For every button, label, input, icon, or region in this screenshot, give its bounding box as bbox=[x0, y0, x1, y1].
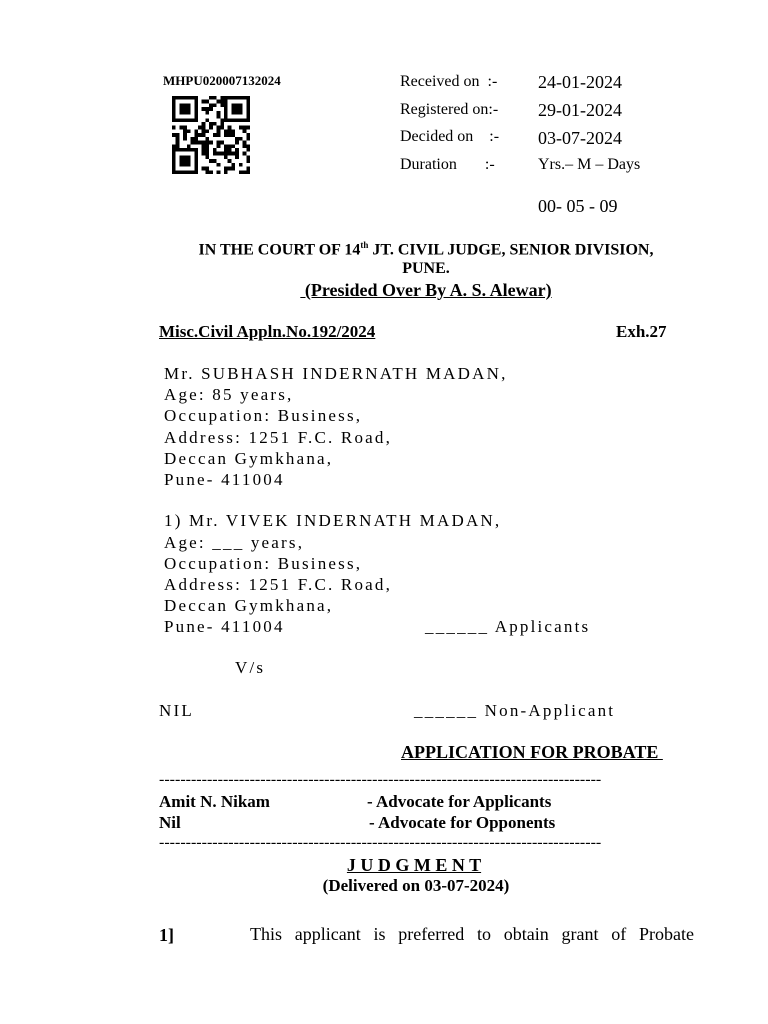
qr-module bbox=[176, 118, 180, 122]
qr-module bbox=[172, 118, 176, 122]
applicant1-city: Pune- 411004 bbox=[164, 470, 285, 489]
qr-module bbox=[246, 144, 250, 148]
qr-module bbox=[246, 100, 250, 104]
qr-module bbox=[224, 144, 228, 148]
qr-module bbox=[220, 96, 224, 100]
qr-module bbox=[172, 170, 176, 174]
qr-module bbox=[198, 126, 202, 130]
qr-module bbox=[246, 159, 250, 163]
qr-module bbox=[224, 170, 228, 174]
qr-module bbox=[246, 133, 250, 137]
qr-module bbox=[179, 170, 183, 174]
qr-module bbox=[231, 133, 235, 137]
qr-module bbox=[172, 96, 176, 100]
qr-module bbox=[191, 96, 195, 100]
qr-module bbox=[187, 144, 191, 148]
qr-module bbox=[246, 167, 250, 171]
qr-module bbox=[224, 107, 228, 111]
qr-module bbox=[235, 118, 239, 122]
qr-module bbox=[205, 137, 209, 141]
qr-module bbox=[183, 103, 187, 107]
qr-module bbox=[179, 148, 183, 152]
qr-module bbox=[220, 118, 224, 122]
qr-module bbox=[213, 133, 217, 137]
qr-module bbox=[239, 111, 243, 115]
qr-module bbox=[209, 170, 213, 174]
qr-module bbox=[235, 152, 239, 156]
qr-module bbox=[246, 107, 250, 111]
qr-module bbox=[217, 100, 221, 104]
qr-module bbox=[194, 115, 198, 119]
qr-module bbox=[213, 148, 217, 152]
qr-module bbox=[194, 148, 198, 152]
qr-module bbox=[217, 126, 221, 130]
registered-value: 29-01-2024 bbox=[538, 100, 622, 120]
qr-module bbox=[172, 144, 176, 148]
qr-module bbox=[194, 159, 198, 163]
qr-module bbox=[205, 111, 209, 115]
qr-module bbox=[243, 144, 247, 148]
qr-module bbox=[202, 100, 206, 104]
qr-module bbox=[194, 137, 198, 141]
paragraph-text: This applicant is preferred to obtain grant of Probate bbox=[250, 924, 694, 944]
qr-module bbox=[217, 129, 221, 133]
qr-module bbox=[217, 152, 221, 156]
qr-module bbox=[217, 163, 221, 167]
court-heading-line2: PUNE. bbox=[402, 260, 450, 277]
divider-top: ----------------------------------------------------------------------------------- bbox=[159, 771, 602, 788]
qr-module bbox=[228, 118, 232, 122]
qr-module bbox=[239, 96, 243, 100]
qr-module bbox=[194, 129, 198, 133]
qr-module bbox=[202, 141, 206, 145]
qr-module bbox=[243, 170, 247, 174]
qr-module bbox=[243, 141, 247, 145]
qr-module bbox=[228, 126, 232, 130]
qr-module bbox=[239, 126, 243, 130]
applicant2-name: 1) Mr. VIVEK INDERNATH MADAN, bbox=[164, 511, 502, 530]
qr-module bbox=[209, 103, 213, 107]
qr-module bbox=[246, 115, 250, 119]
qr-module bbox=[231, 167, 235, 171]
qr-module bbox=[224, 111, 228, 115]
qr-module bbox=[179, 103, 183, 107]
qr-module bbox=[187, 96, 191, 100]
qr-module bbox=[213, 159, 217, 163]
applicants-role: ______ Applicants bbox=[425, 617, 591, 636]
qr-module bbox=[202, 167, 206, 171]
qr-module bbox=[194, 100, 198, 104]
qr-module bbox=[187, 103, 191, 107]
qr-module bbox=[235, 137, 239, 141]
qr-module bbox=[183, 129, 187, 133]
qr-module bbox=[243, 126, 247, 130]
qr-module bbox=[239, 163, 243, 167]
qr-module bbox=[176, 148, 180, 152]
qr-module bbox=[213, 122, 217, 126]
qr-module bbox=[179, 155, 183, 159]
qr-module bbox=[228, 159, 232, 163]
qr-module bbox=[194, 111, 198, 115]
qr-module bbox=[172, 163, 176, 167]
applicant1-name: Mr. SUBHASH INDERNATH MADAN, bbox=[164, 364, 508, 383]
qr-module bbox=[224, 96, 228, 100]
qr-module bbox=[205, 152, 209, 156]
qr-module bbox=[224, 133, 228, 137]
qr-module bbox=[235, 103, 239, 107]
qr-module bbox=[191, 141, 195, 145]
qr-module bbox=[172, 159, 176, 163]
qr-module bbox=[224, 167, 228, 171]
qr-module bbox=[176, 170, 180, 174]
applicant1-occupation: Occupation: Business, bbox=[164, 406, 363, 425]
qr-module bbox=[172, 148, 176, 152]
qr-module bbox=[246, 137, 250, 141]
qr-module bbox=[228, 152, 232, 156]
qr-module bbox=[183, 148, 187, 152]
qr-module bbox=[220, 100, 224, 104]
qr-module bbox=[246, 170, 250, 174]
qr-module bbox=[224, 148, 228, 152]
applicant2-address: Address: 1251 F.C. Road, bbox=[164, 575, 393, 594]
qr-module bbox=[187, 163, 191, 167]
qr-module bbox=[235, 148, 239, 152]
qr-module bbox=[217, 111, 221, 115]
qr-module bbox=[202, 107, 206, 111]
qr-module bbox=[246, 155, 250, 159]
qr-module bbox=[228, 144, 232, 148]
qr-module bbox=[217, 115, 221, 119]
applicant2-age: Age: ___ years, bbox=[164, 533, 305, 552]
qr-module bbox=[231, 118, 235, 122]
decided-label: Decided on :- bbox=[400, 128, 500, 145]
qr-module bbox=[243, 152, 247, 156]
qr-module bbox=[239, 107, 243, 111]
qr-module bbox=[205, 129, 209, 133]
qr-module bbox=[172, 155, 176, 159]
qr-module bbox=[172, 167, 176, 171]
qr-module bbox=[213, 96, 217, 100]
qr-module bbox=[194, 103, 198, 107]
qr-module bbox=[243, 118, 247, 122]
qr-module bbox=[231, 144, 235, 148]
duration-label: Duration :- bbox=[400, 156, 495, 173]
qr-module bbox=[183, 163, 187, 167]
qr-module bbox=[176, 96, 180, 100]
qr-module bbox=[224, 100, 228, 104]
qr-module bbox=[194, 107, 198, 111]
qr-module bbox=[187, 118, 191, 122]
qr-module bbox=[183, 107, 187, 111]
qr-module bbox=[209, 159, 213, 163]
qr-module bbox=[179, 111, 183, 115]
qr-module bbox=[191, 170, 195, 174]
qr-module bbox=[179, 126, 183, 130]
qr-module bbox=[172, 152, 176, 156]
advocate-opponents-role: - Advocate for Opponents bbox=[369, 813, 556, 832]
qr-module bbox=[202, 144, 206, 148]
qr-module bbox=[191, 137, 195, 141]
qr-module bbox=[205, 118, 209, 122]
qr-module bbox=[217, 133, 221, 137]
qr-module bbox=[209, 141, 213, 145]
received-value: 24-01-2024 bbox=[538, 72, 622, 92]
qr-module bbox=[231, 111, 235, 115]
qr-module bbox=[228, 129, 232, 133]
qr-module bbox=[243, 129, 247, 133]
applicant2-occupation: Occupation: Business, bbox=[164, 554, 363, 573]
qr-module bbox=[220, 126, 224, 130]
qr-module bbox=[172, 115, 176, 119]
qr-module bbox=[187, 129, 191, 133]
qr-module bbox=[231, 96, 235, 100]
qr-module bbox=[213, 103, 217, 107]
qr-module bbox=[172, 107, 176, 111]
qr-module bbox=[235, 107, 239, 111]
qr-module bbox=[176, 141, 180, 145]
qr-module bbox=[217, 144, 221, 148]
qr-module bbox=[183, 118, 187, 122]
qr-module bbox=[235, 141, 239, 145]
qr-module bbox=[187, 155, 191, 159]
applicant1-age: Age: 85 years, bbox=[164, 385, 294, 404]
qr-module bbox=[246, 118, 250, 122]
qr-module bbox=[179, 96, 183, 100]
qr-module bbox=[172, 133, 176, 137]
qr-module bbox=[231, 163, 235, 167]
qr-module bbox=[239, 103, 243, 107]
cnr-number: MHPU020007132024 bbox=[163, 73, 281, 88]
advocate-opponents-name: Nil bbox=[159, 813, 181, 832]
judgment-title: J U D G M E N T bbox=[346, 855, 482, 875]
non-applicant-name: NIL bbox=[159, 701, 194, 720]
qr-module bbox=[224, 115, 228, 119]
qr-module bbox=[183, 170, 187, 174]
applicant2-area: Deccan Gymkhana, bbox=[164, 596, 334, 615]
qr-module bbox=[205, 141, 209, 145]
qr-module bbox=[235, 96, 239, 100]
qr-module bbox=[194, 152, 198, 156]
qr-module bbox=[220, 103, 224, 107]
applicant1-area: Deccan Gymkhana, bbox=[164, 449, 334, 468]
qr-module bbox=[246, 103, 250, 107]
qr-module bbox=[224, 152, 228, 156]
divider-bottom: ----------------------------------------------------------------------------------- bbox=[159, 834, 602, 851]
qr-module bbox=[228, 133, 232, 137]
qr-module bbox=[217, 170, 221, 174]
qr-module bbox=[205, 107, 209, 111]
qr-module bbox=[202, 152, 206, 156]
qr-module bbox=[172, 103, 176, 107]
qr-module bbox=[191, 148, 195, 152]
qr-module bbox=[235, 111, 239, 115]
qr-module bbox=[198, 133, 202, 137]
qr-module bbox=[246, 148, 250, 152]
qr-module bbox=[239, 118, 243, 122]
qr-module bbox=[205, 155, 209, 159]
qr-module bbox=[235, 155, 239, 159]
qr-module bbox=[198, 141, 202, 145]
application-title: APPLICATION FOR PROBATE bbox=[401, 742, 663, 762]
qr-module bbox=[243, 96, 247, 100]
qr-module bbox=[179, 107, 183, 111]
qr-module bbox=[202, 133, 206, 137]
qr-module bbox=[231, 152, 235, 156]
qr-module bbox=[187, 159, 191, 163]
decided-value: 03-07-2024 bbox=[538, 128, 622, 148]
presiding-officer: (Presided Over By A. S. Alewar) bbox=[300, 280, 552, 300]
qr-module bbox=[194, 163, 198, 167]
paragraph-number: 1] bbox=[159, 925, 174, 945]
qr-module bbox=[187, 107, 191, 111]
qr-module bbox=[205, 167, 209, 171]
qr-module bbox=[172, 111, 176, 115]
qr-module bbox=[239, 137, 243, 141]
qr-module bbox=[246, 111, 250, 115]
qr-module bbox=[176, 133, 180, 137]
advocate-applicants-name: Amit N. Nikam bbox=[159, 792, 270, 811]
qr-module bbox=[209, 122, 213, 126]
qr-module bbox=[209, 107, 213, 111]
qr-module bbox=[213, 152, 217, 156]
qr-module bbox=[209, 126, 213, 130]
qr-module bbox=[194, 141, 198, 145]
qr-module bbox=[224, 155, 228, 159]
qr-module bbox=[183, 96, 187, 100]
qr-module bbox=[209, 96, 213, 100]
qr-module bbox=[205, 170, 209, 174]
qr-module bbox=[239, 170, 243, 174]
qr-module bbox=[228, 148, 232, 152]
qr-module bbox=[191, 118, 195, 122]
qr-module bbox=[194, 167, 198, 171]
qr-module bbox=[246, 96, 250, 100]
qr-module bbox=[194, 96, 198, 100]
qr-module bbox=[224, 129, 228, 133]
qr-module bbox=[205, 100, 209, 104]
qr-module bbox=[202, 126, 206, 130]
qr-module bbox=[220, 122, 224, 126]
case-number: Misc.Civil Appln.No.192/2024 bbox=[159, 322, 376, 341]
qr-module bbox=[224, 103, 228, 107]
qr-module bbox=[172, 126, 176, 130]
qr-module bbox=[231, 129, 235, 133]
qr-module bbox=[183, 126, 187, 130]
judgment-delivered-date: (Delivered on 03-07-2024) bbox=[322, 876, 510, 895]
qr-module bbox=[202, 129, 206, 133]
qr-module bbox=[194, 155, 198, 159]
qr-module bbox=[179, 159, 183, 163]
qr-module bbox=[205, 148, 209, 152]
qr-module bbox=[217, 141, 221, 145]
qr-module bbox=[194, 133, 198, 137]
qr-module bbox=[220, 152, 224, 156]
qr-module bbox=[220, 141, 224, 145]
qr-module bbox=[172, 100, 176, 104]
exhibit-number: Exh.27 bbox=[616, 322, 667, 341]
qr-module bbox=[176, 137, 180, 141]
qr-module bbox=[194, 170, 198, 174]
qr-module bbox=[231, 103, 235, 107]
qr-module bbox=[183, 133, 187, 137]
non-applicant-role: ______ Non-Applicant bbox=[414, 701, 616, 720]
registered-label: Registered on:- bbox=[400, 101, 499, 118]
duration-units: Yrs.– M – Days bbox=[538, 156, 641, 173]
qr-module bbox=[183, 155, 187, 159]
qr-module bbox=[187, 111, 191, 115]
versus: V/s bbox=[235, 658, 266, 677]
qr-module bbox=[224, 118, 228, 122]
qr-module bbox=[187, 170, 191, 174]
qr-module bbox=[202, 148, 206, 152]
qr-module bbox=[179, 163, 183, 167]
qr-module bbox=[205, 144, 209, 148]
qr-module bbox=[202, 122, 206, 126]
qr-module bbox=[176, 144, 180, 148]
qr-module bbox=[194, 118, 198, 122]
qr-module bbox=[183, 111, 187, 115]
qr-module bbox=[228, 167, 232, 171]
applicant2-city: Pune- 411004 bbox=[164, 617, 285, 636]
qr-module bbox=[228, 96, 232, 100]
qr-module bbox=[231, 107, 235, 111]
qr-code bbox=[170, 96, 252, 174]
qr-module bbox=[246, 126, 250, 130]
qr-module bbox=[187, 148, 191, 152]
duration-value: 00- 05 - 09 bbox=[538, 196, 618, 216]
court-heading-line1: IN THE COURT OF 14th JT. CIVIL JUDGE, SENIOR DIVISION, bbox=[198, 240, 654, 259]
received-label: Received on :- bbox=[400, 73, 498, 90]
qr-module bbox=[183, 137, 187, 141]
advocate-applicants-role: - Advocate for Applicants bbox=[367, 792, 552, 811]
applicant1-address: Address: 1251 F.C. Road, bbox=[164, 428, 393, 447]
qr-module bbox=[183, 159, 187, 163]
qr-module bbox=[179, 118, 183, 122]
